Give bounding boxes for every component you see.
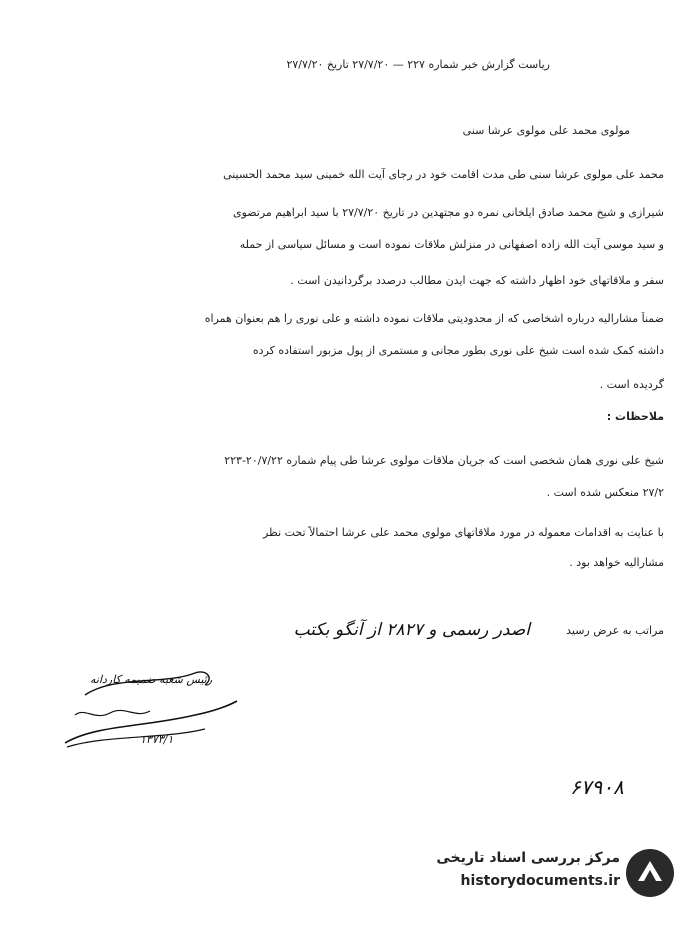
archive-logo-icon bbox=[624, 847, 676, 899]
handwritten-note: اصدر رسمی و ۲۸۲۷ از آنگو بکتب bbox=[293, 620, 530, 640]
archive-watermark bbox=[402, 844, 682, 904]
handwritten-prefix: مراتب به عرض رسید bbox=[566, 624, 664, 637]
signature bbox=[55, 655, 245, 785]
signature-title: رئیس شعبه ضمیمه کاردانه bbox=[90, 673, 213, 686]
remarks-heading: ملاحظات : bbox=[606, 410, 664, 423]
handwritten-number: ۶۷۹۰۸ bbox=[570, 775, 624, 799]
body-line: با عنایت به اقدامات معموله در مورد ملاقاتهای مولوی محمد علی عرشا احتمالاً تحت نظر bbox=[262, 526, 664, 539]
body-line: گردیده است . bbox=[599, 378, 664, 391]
signature-date: ۱۳۷۳/۱ bbox=[140, 733, 174, 746]
document-header: ریاست گزارش خبر شماره ۲۲۷ — ۲۷/۷/۲۰ تاریخ ۲۷/۷/۲۰ bbox=[286, 58, 550, 71]
addressee-line: مولوی محمد علی مولوی عرشا سنی bbox=[462, 124, 630, 137]
body-line: ضمناً مشارالیه درباره اشخاصی که از محدودیتی ملاقات نموده داشته و علی نوری را هم بعنوان همراه bbox=[204, 312, 664, 325]
watermark-title: مرکز بررسی اسناد تاریخی bbox=[436, 850, 620, 866]
body-line: و سید موسی آیت الله زاده اصفهانی در منزلش ملاقات نموده است و مسائل سیاسی از حمله bbox=[239, 238, 664, 251]
body-line: شیخ علی نوری همان شخصی است که جریان ملاقات مولوی عرشا طی پیام شماره ۲۰/۷/۲۲-۲۲۳ bbox=[224, 454, 664, 467]
body-line: شیرازی و شیخ محمد صادق ایلخانی نمره دو مجتهدین در تاریخ ۲۷/۷/۲۰ با سید ابراهیم مرتضوی bbox=[232, 206, 664, 219]
body-line: داشته کمک شده است شیخ علی نوری بطور مجانی و مستمری از پول مزبور استفاده کرده bbox=[252, 344, 664, 357]
body-line: محمد علی مولوی عرشا سنی طی مدت اقامت خود در رجای آیت الله خمینی سید محمد الحسینی bbox=[223, 168, 664, 181]
body-line: سفر و ملاقاتهای خود اظهار داشته که جهت ایدن مطالب درصدد برگردانیدن است . bbox=[290, 274, 664, 287]
watermark-url: historydocuments.ir bbox=[460, 873, 620, 889]
body-line: مشارالیه خواهد بود . bbox=[569, 556, 664, 569]
body-line: ۲۷/۲ منعکس شده است . bbox=[546, 486, 664, 499]
